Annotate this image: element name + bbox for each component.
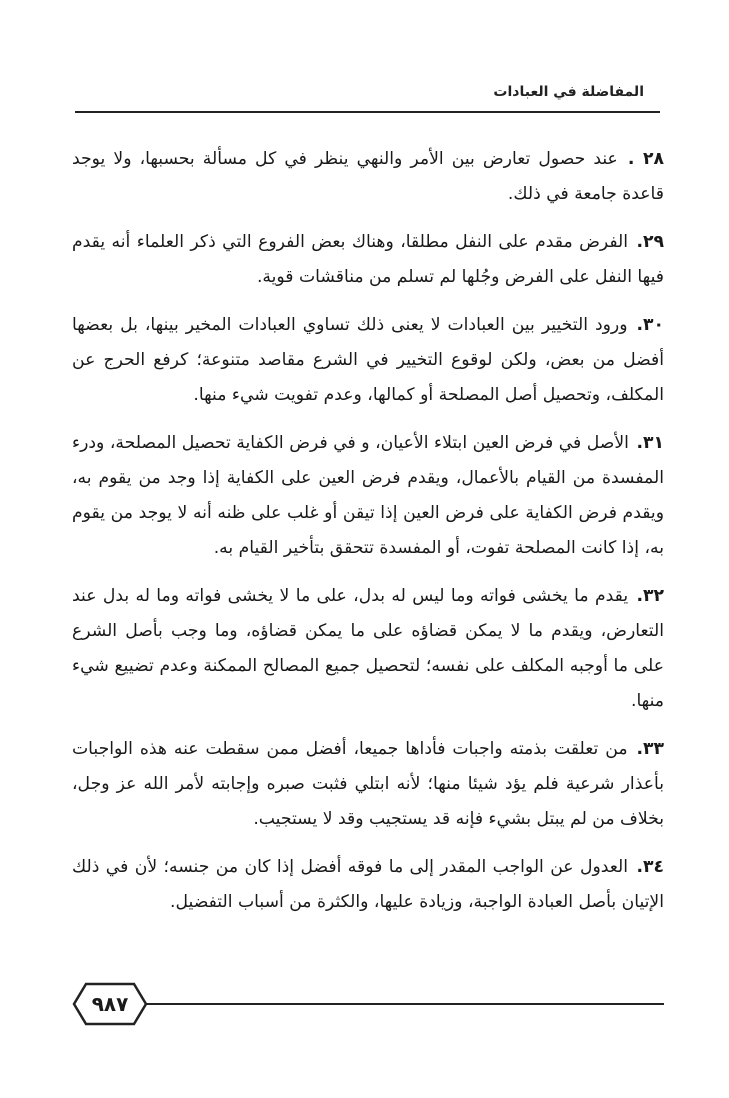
footer-divider [144,1003,664,1005]
item-number: ٣٢. [636,586,664,606]
item-number: ٣٣. [636,739,664,759]
item-text: الأصل في فرض العين ابتلاء الأعيان، و في فرض الكفاية تحصيل المصلحة، ودرء المفسدة من القيام بالأعمال، ويقدم فرض العين على الكفاية إذا وجد من يقوم به، ويقدم فرض الكفاية على فرض العين إذا تيقن أو غلب على ظنه أنه لا يوجد من يقوم به، إذا كانت المصلحة تفوت، أو المفسدة تتحقق بتأخير القيام به. [72,433,664,558]
header-divider [75,111,660,113]
list-item-30 [72,308,664,413]
page-footer [72,982,664,1026]
running-header: المفاضلة في العبادات [493,84,644,100]
item-text: يقدم ما يخشى فواته وما ليس له بدل، على ما لا يخشى فواته وما له بدل عند التعارض، ويقدم ما لا يمكن قضاؤه على ما يمكن قضاؤه، وما وجب بأصل الشرع على ما أوجبه المكلف على نفسه؛ لتحصيل جميع المصالح الممكنة وعدم تضييع شيء منها. [72,586,664,711]
item-text: عند حصول تعارض بين الأمر والنهي ينظر في كل مسألة بحسبها، ولا يوجد قاعدة جامعة في ذلك. [72,149,664,204]
list-item-33 [72,732,664,837]
item-text: العدول عن الواجب المقدر إلى ما فوقه أفضل إذا كان من جنسه؛ لأن في ذلك الإتيان بأصل العبادة الواجبة، وزيادة عليها، والكثرة من أسباب التفضيل. [72,857,664,912]
item-number: ٣٤. [636,857,664,877]
item-number: ٢٨ . [627,149,665,169]
page-number-badge [72,982,148,1026]
list-item-32 [72,579,664,719]
item-number: ٣١. [636,433,665,453]
item-number: ٣٠. [636,315,664,335]
item-text: الفرض مقدم على النفل مطلقا، وهناك بعض الفروع التي ذكر العلماء أنه يقدم فيها النفل على الفرض وجُلها لم تسلم من مناقشات قوية. [72,232,664,287]
item-number: ٢٩. [636,232,664,252]
item-text: من تعلقت بذمته واجبات فأداها جميعا، أفضل ممن سقطت عنه هذه الواجبات بأعذار شرعية فلم يؤد شيئا منها؛ لأنه ابتلي فثبت صبره وإجابته لأمر الله عز وجل، بخلاف من لم يبتل بشيء فإنه قد يستجيب وقد لا يستجيب. [72,739,664,829]
item-text: ورود التخيير بين العبادات لا يعنى ذلك تساوي العبادات المخير بينها، بل بعضها أفضل من بعض، ولكن لوقوع التخيير في الشرع مقاصد متنوعة؛ كرفع الحرج عن المكلف، وتحصيل أصل المصلحة أو كمالها، وعدم تفويت شيء منها. [72,315,664,405]
page-number: ٩٨٧ [91,992,129,1016]
list-item-31 [72,426,664,566]
page-body [72,142,664,933]
list-item-34 [72,850,664,920]
list-item-28 [72,142,664,212]
list-item-29 [72,225,664,295]
